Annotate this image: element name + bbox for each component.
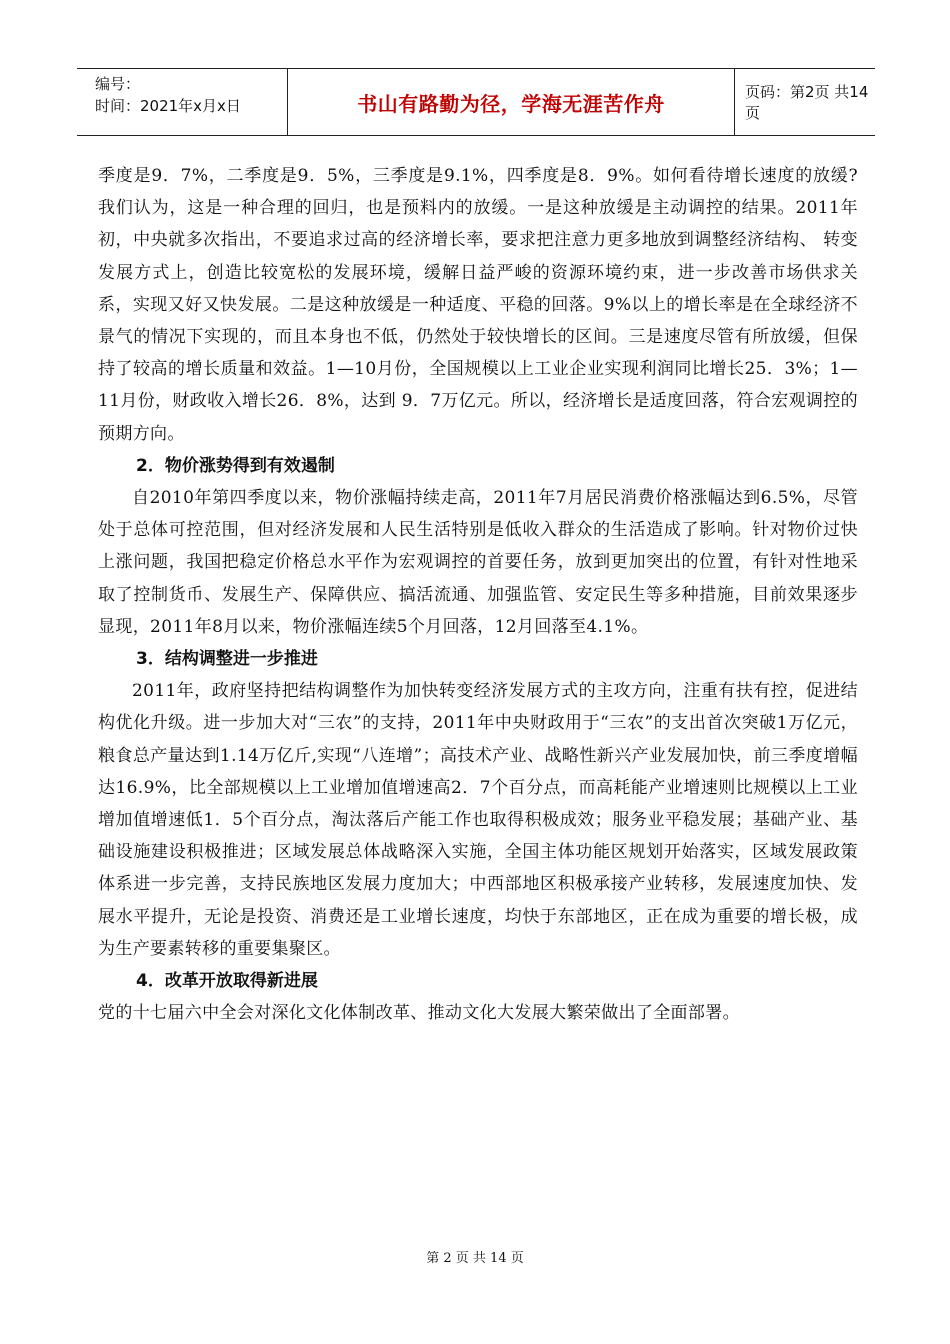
page-footer: 第 2 页 共 14 页 bbox=[426, 1251, 524, 1266]
paragraph-growth: 季度是9．7%，二季度是9．5%，三季度是9.1%，四季度是8．9%。如何看待增长速度的放缓?我们认为，这是一种合理的回归，也是预料内的放缓。一是这种放缓是主动调控的结果。2011年初，中央就多次指出，不要追求过高的经济增长率，要求把注意力更多地放到调整经济结构、 转变发展方式上，创造比较宽松的发展环境，缓解日益严峻的资源环境约束，进一步改善市场供求关系，实现又好又快发展。二是这种放缓是一种适度、平稳的回落。9%以上的增长率是在全球经济不景气的情况下实现的，而且本身也不低，仍然处于较快增长的区间。三是速度尽管有所放缓，但保持了较高的增长质量和效益。1—10月份，全国规模以上工业企业实现利润同比增长25．3%；1—11月份，财政收入增长26．8%，达到 9．7万亿元。所以，经济增长是适度回落，符合宏观调控的预期方向。 bbox=[98, 166, 858, 444]
paragraph-structure: 2011年，政府坚持把结构调整作为加快转变经济发展方式的主攻方向，注重有扶有控，促进结构优化升级。进一步加大对“三农”的支持，2011年中央财政用于“三农”的支出首次突破1万亿元，粮食总产量达到1.14万亿斤,实现“八连增”；高技术产业、战略性新兴产业发展加快，前三季度增幅达16.9%，比全部规模以上工业增加值增速高2．7个百分点，而高耗能产业增速则比规模以上工业增加值增速低1．5个百分点，淘汰落后产能工作也取得积极成效；服务业平稳发展；基础产业、基础设施建设积极推进；区域发展总体战略深入实施，全国主体功能区规划开始落实，区域发展政策体系进一步完善，支持民族地区发展力度加大；中西部地区积极承接产业转移，发展速度加快、发展水平提升，无论是投资、消费还是工业增长速度，均快于东部地区，正在成为重要的增长极，成为生产要素转移的重要集聚区。 bbox=[98, 681, 858, 959]
header-meta bbox=[95, 69, 295, 139]
paragraph-reform: 党的十七届六中全会对深化文化体制改革、推动文化大发展大繁荣做出了全面部署。 bbox=[98, 1003, 740, 1024]
paragraph-prices: 自2010年第四季度以来，物价涨幅持续走高，2011年7月居民消费价格涨幅达到6.5%，尽管处于总体可控范围，但对经济发展和人民生活特别是低收入群众的生活造成了影响。针对物价过快上涨问题，我国把稳定价格总水平作为宏观调控的首要任务，放到更加突出的位置，有针对性地采取了控制货币、发展生产、保障供应、搞活流通、加强监管、安定民生等多种措施，目前效果逐步显现，2011年8月以来，物价涨幅连续5个月回落，12月回落至4.1%。 bbox=[98, 488, 858, 637]
header-motto: 书山有路勤为径，学海无涯苦作舟 bbox=[287, 69, 735, 135]
time-label: 时间：2021年x月x日 bbox=[95, 97, 241, 115]
document-body bbox=[98, 160, 858, 1029]
section-heading-structure: 3．结构调整进一步推进 bbox=[136, 649, 318, 670]
page-header bbox=[77, 68, 875, 136]
number-label: 编号： bbox=[95, 75, 141, 93]
page-number-label: 页码：第2页 共14页 bbox=[745, 83, 869, 122]
section-heading-prices: 2．物价涨势得到有效遏制 bbox=[136, 455, 335, 476]
section-heading-reform: 4．改革开放取得新进展 bbox=[136, 971, 318, 992]
